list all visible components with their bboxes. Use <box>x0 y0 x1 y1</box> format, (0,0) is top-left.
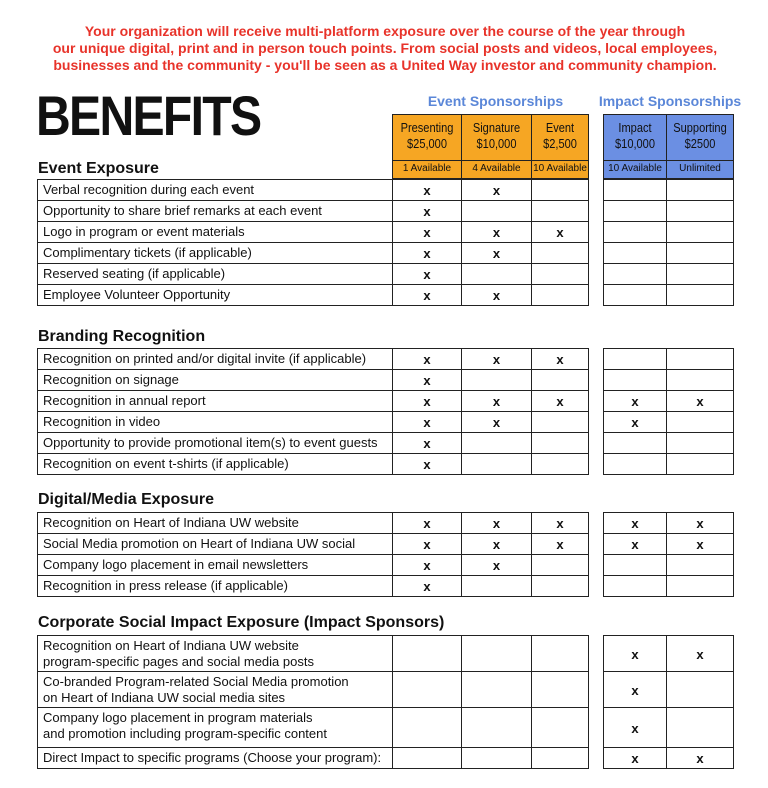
check-mark <box>461 747 532 769</box>
check-mark <box>603 369 667 391</box>
check-mark <box>461 707 532 748</box>
benefit-label <box>37 453 393 475</box>
benefit-label <box>37 390 393 412</box>
check-mark: x <box>461 179 532 201</box>
benefit-label-line: Reserved seating (if applicable) <box>43 266 226 281</box>
section-title-branding-recognition: Branding Recognition <box>38 328 206 345</box>
check-mark <box>461 575 532 597</box>
tier-header-signature <box>461 114 532 161</box>
check-mark <box>603 284 667 306</box>
availability-event: 10 Available <box>531 160 589 179</box>
tier-price: $10,000 <box>476 136 517 151</box>
check-mark: x <box>603 390 667 412</box>
check-mark: x <box>392 263 462 285</box>
check-mark: x <box>531 390 589 412</box>
check-mark <box>392 635 462 672</box>
check-mark <box>666 453 734 475</box>
benefit-label-line: on Heart of Indiana UW social media sites <box>43 690 286 705</box>
check-mark <box>531 411 589 433</box>
check-mark <box>531 575 589 597</box>
check-mark <box>531 263 589 285</box>
tier-name: Supporting <box>673 120 727 135</box>
tier-header-impact <box>603 114 667 161</box>
availability-signature: 4 Available <box>461 160 532 179</box>
benefit-label <box>37 512 393 534</box>
tier-price: $2,500 <box>543 136 577 151</box>
check-mark <box>666 179 734 201</box>
check-mark <box>392 707 462 748</box>
check-mark: x <box>666 512 734 534</box>
benefit-label <box>37 747 393 769</box>
check-mark <box>531 242 589 264</box>
check-mark: x <box>603 512 667 534</box>
check-mark <box>603 575 667 597</box>
check-mark: x <box>603 747 667 769</box>
benefit-label-line: Co-branded Program-related Social Media promotion <box>43 674 349 689</box>
check-mark <box>531 671 589 708</box>
tier-name: Event <box>545 120 575 135</box>
check-mark <box>461 200 532 222</box>
check-mark: x <box>461 390 532 412</box>
check-mark: x <box>392 390 462 412</box>
benefit-label <box>37 179 393 201</box>
tier-price: $25,000 <box>407 136 447 151</box>
benefit-label-line: Opportunity to share brief remarks at each event <box>43 203 322 218</box>
benefit-label <box>37 533 393 555</box>
check-mark: x <box>392 284 462 306</box>
check-mark: x <box>666 390 734 412</box>
tier-price: $2500 <box>684 136 716 151</box>
check-mark <box>603 432 667 454</box>
benefit-label-line: Employee Volunteer Opportunity <box>43 287 231 302</box>
benefit-label-line: program-specific pages and social media posts <box>43 654 314 669</box>
check-mark <box>531 554 589 576</box>
event-sponsorships-heading: Event Sponsorships <box>427 93 564 109</box>
check-mark <box>531 635 589 672</box>
check-mark: x <box>392 179 462 201</box>
check-mark: x <box>531 348 589 370</box>
tier-price: $10,000 <box>615 136 655 151</box>
check-mark: x <box>531 221 589 243</box>
availability-presenting: 1 Available <box>392 160 462 179</box>
check-mark: x <box>461 533 532 555</box>
benefit-label-line: Recognition in press release (if applicable) <box>43 578 288 593</box>
check-mark: x <box>461 411 532 433</box>
tier-name: Signature <box>472 120 521 135</box>
check-mark: x <box>392 200 462 222</box>
check-mark: x <box>531 512 589 534</box>
check-mark <box>666 554 734 576</box>
check-mark <box>666 221 734 243</box>
check-mark <box>666 671 734 708</box>
check-mark <box>531 284 589 306</box>
tier-name: Impact <box>618 120 652 135</box>
check-mark: x <box>461 554 532 576</box>
impact-sponsorships-heading: Impact Sponsorships <box>598 93 742 109</box>
check-mark <box>461 453 532 475</box>
check-mark: x <box>392 453 462 475</box>
benefit-label-line: Recognition on signage <box>43 372 179 387</box>
tier-name: Presenting <box>400 120 454 135</box>
check-mark: x <box>461 242 532 264</box>
benefit-label-line: Direct Impact to specific programs (Choose your program): <box>43 750 382 765</box>
check-mark: x <box>392 575 462 597</box>
intro-line-3: businesses and the community - you'll be seen as a United Way investor and community champion. <box>53 57 717 73</box>
check-mark: x <box>461 512 532 534</box>
benefit-label <box>37 369 393 391</box>
section-title-digital-media: Digital/Media Exposure <box>38 491 215 508</box>
check-mark: x <box>603 533 667 555</box>
availability-impact: 10 Available <box>603 160 667 179</box>
benefit-label <box>37 554 393 576</box>
intro-line-2: our unique digital, print and in person touch points. From social posts and videos, local employees, <box>52 40 718 56</box>
check-mark: x <box>666 533 734 555</box>
benefit-label <box>37 242 393 264</box>
benefit-label <box>37 348 393 370</box>
check-mark: x <box>392 432 462 454</box>
check-mark: x <box>666 747 734 769</box>
check-mark <box>531 200 589 222</box>
check-mark: x <box>392 533 462 555</box>
check-mark: x <box>392 348 462 370</box>
section-title-event-exposure: Event Exposure <box>38 160 159 177</box>
benefit-label-line: Recognition in annual report <box>43 393 206 408</box>
check-mark <box>461 369 532 391</box>
benefit-label <box>37 432 393 454</box>
section-title-corporate-social-impact: Corporate Social Impact Exposure (Impact Sponsors) <box>38 614 445 631</box>
check-mark: x <box>392 554 462 576</box>
benefit-label <box>37 635 393 672</box>
availability-supporting: Unlimited <box>666 160 734 179</box>
benefit-label-line: Complimentary tickets (if applicable) <box>43 245 252 260</box>
check-mark <box>461 635 532 672</box>
benefit-label <box>37 707 393 748</box>
benefit-label <box>37 411 393 433</box>
benefit-label-line: Verbal recognition during each event <box>43 182 255 197</box>
check-mark: x <box>392 221 462 243</box>
check-mark <box>461 263 532 285</box>
benefit-label-line: Recognition on Heart of Indiana UW website <box>43 638 299 653</box>
check-mark <box>603 263 667 285</box>
intro-text <box>30 23 740 74</box>
tier-header-presenting <box>392 114 462 161</box>
check-mark <box>666 242 734 264</box>
check-mark <box>666 263 734 285</box>
benefit-label-line: Company logo placement in email newsletters <box>43 557 309 572</box>
check-mark: x <box>461 221 532 243</box>
benefit-label <box>37 671 393 708</box>
tier-header-event <box>531 114 589 161</box>
check-mark <box>666 707 734 748</box>
check-mark <box>666 575 734 597</box>
check-mark <box>531 453 589 475</box>
check-mark: x <box>392 411 462 433</box>
benefit-label <box>37 263 393 285</box>
check-mark: x <box>603 671 667 708</box>
check-mark: x <box>603 411 667 433</box>
benefit-label <box>37 284 393 306</box>
check-mark <box>666 348 734 370</box>
benefit-label-line: Company logo placement in program materials <box>43 710 313 725</box>
check-mark <box>603 348 667 370</box>
check-mark: x <box>603 707 667 748</box>
benefit-label-line: Recognition on printed and/or digital invite (if applicable) <box>43 351 367 366</box>
check-mark <box>603 200 667 222</box>
check-mark: x <box>392 512 462 534</box>
check-mark <box>603 554 667 576</box>
benefit-label <box>37 200 393 222</box>
check-mark: x <box>392 242 462 264</box>
check-mark: x <box>461 348 532 370</box>
benefit-label-line: Opportunity to provide promotional item(s) to event guests <box>43 435 378 450</box>
check-mark: x <box>603 635 667 672</box>
check-mark <box>603 453 667 475</box>
check-mark <box>531 747 589 769</box>
benefit-label-line: Logo in program or event materials <box>43 224 245 239</box>
check-mark <box>603 221 667 243</box>
check-mark <box>666 432 734 454</box>
check-mark <box>392 747 462 769</box>
check-mark: x <box>531 533 589 555</box>
check-mark: x <box>666 635 734 672</box>
check-mark <box>531 707 589 748</box>
benefit-label-line: Recognition in video <box>43 414 161 429</box>
check-mark <box>666 411 734 433</box>
check-mark <box>666 369 734 391</box>
intro-line-1: Your organization will receive multi-platform exposure over the course of the year through <box>84 23 686 39</box>
benefit-label <box>37 221 393 243</box>
page-title: BENEFITS <box>36 84 261 147</box>
check-mark <box>531 369 589 391</box>
check-mark: x <box>461 284 532 306</box>
tier-header-supporting <box>666 114 734 161</box>
benefit-label-line: Recognition on Heart of Indiana UW website <box>43 515 299 530</box>
check-mark <box>603 179 667 201</box>
check-mark <box>461 432 532 454</box>
benefit-label-line: Social Media promotion on Heart of Indiana UW social <box>43 536 356 551</box>
benefit-label-line: and promotion including program-specific content <box>43 726 327 741</box>
check-mark <box>531 432 589 454</box>
check-mark: x <box>392 369 462 391</box>
benefit-label-line: Recognition on event t-shirts (if applicable) <box>43 456 289 471</box>
check-mark <box>603 242 667 264</box>
check-mark <box>666 284 734 306</box>
check-mark <box>666 200 734 222</box>
check-mark <box>461 671 532 708</box>
benefit-label <box>37 575 393 597</box>
check-mark <box>392 671 462 708</box>
check-mark <box>531 179 589 201</box>
